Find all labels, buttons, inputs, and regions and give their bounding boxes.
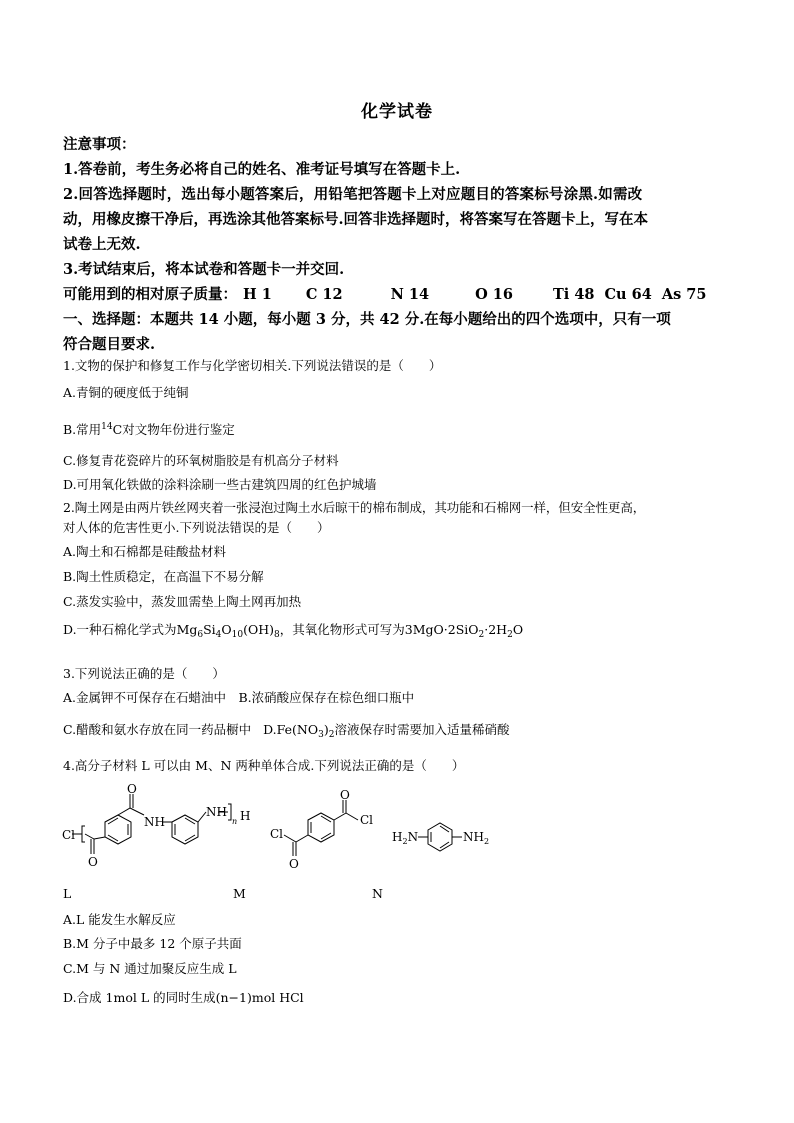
atom-label-o: O — [289, 857, 299, 870]
q1-option-a: A.青铜的硬度低于纯铜 — [63, 385, 189, 400]
question-3 — [63, 664, 733, 745]
question-4 — [63, 756, 733, 776]
q3-option-cd — [63, 720, 733, 745]
notes-heading: 注意事项： — [63, 136, 136, 153]
q3-option-ab: A.金属钾不可保存在石蜡油中 B.浓硝酸应保存在棕色细口瓶中 — [63, 690, 415, 705]
formula-iron-nitrate: $Fe(NO_3)_2$ — [276, 722, 335, 740]
structure-n — [390, 814, 500, 864]
formula-hcl-amount: (n−1)mol HCl — [215, 990, 304, 1005]
mass-item: H 1 — [243, 286, 272, 303]
q2-option-a: A.陶土和石棉都是硅酸盐材料 — [63, 544, 227, 559]
q4-option-d — [63, 988, 733, 1008]
q3-option-d-text: 溶液保存时需要加入适量稀硝酸 — [334, 722, 510, 737]
atom-label-o: O — [127, 784, 137, 796]
structure-label-l: L — [63, 886, 72, 901]
structure-label-m: M — [233, 886, 246, 901]
structure-l — [60, 784, 270, 884]
q1-option-b-text: B.常用 — [63, 422, 102, 437]
structure-m — [268, 790, 398, 870]
q1-option-b — [63, 417, 733, 440]
q3-stem: 3.下列说法正确的是（ ） — [63, 666, 225, 681]
exam-notes — [63, 132, 733, 357]
q3-option-d-text: D. — [263, 722, 277, 737]
notes-item: 动，用橡皮擦干净后，再选涂其他答案标号.回答非选择题时，将答案写在答题卡上，写在本 — [63, 211, 649, 228]
q1-stem: 1.文物的保护和修复工作与化学密切相关.下列说法错误的是（ ） — [63, 358, 442, 373]
repeat-index-n: n — [232, 817, 238, 826]
mass-item: As 75 — [661, 286, 707, 303]
masses-label: 可能用到的相对原子质量： — [63, 286, 237, 303]
q1-option-c: C.修复青花瓷碎片的环氧树脂胶是有机高分子材料 — [63, 453, 339, 468]
q4-option-c: C.M 与 N 通过加聚反应生成 L — [63, 961, 237, 976]
atom-label-nh: NH — [144, 815, 165, 829]
q1-option-b-text: C对文物年份进行鉴定 — [112, 422, 235, 437]
page-title: 化学试卷 — [361, 102, 433, 122]
section-heading-cont: 符合题目要求. — [63, 336, 156, 353]
notes-item: 1.答卷前，考生务必将自己的姓名、准考证号填写在答题卡上. — [63, 161, 461, 178]
q4-option-d-text: D.合成 1mol L 的同时生成 — [63, 990, 216, 1005]
formula-asbestos: $Mg_6Si_4O_{10}(OH)_8$ — [176, 622, 280, 640]
isotope-mass-number: 14 — [101, 422, 113, 432]
notes-item: 2.回答选择题时，选出每小题答案后，用铅笔把答题卡上对应题目的答案标号涂黑.如需改 — [63, 186, 643, 203]
atom-label-o: O — [340, 790, 350, 802]
q2-stem-cont: 对人体的危害性更小.下列说法错误的是（ ） — [63, 520, 330, 535]
atom-label-h: H — [240, 809, 251, 823]
question-4-options — [63, 910, 733, 1008]
mass-item: N 14 — [390, 286, 430, 303]
section-heading: 一、选择题：本题共 14 小题，每小题 3 分，共 42 分.在每小题给出的四个选项中，只有一项 — [63, 311, 671, 328]
notes-item: 试卷上无效. — [63, 236, 141, 253]
mass-item: Cu 64 — [604, 286, 652, 303]
atom-label-nh: NH — [206, 805, 227, 819]
q2-stem: 2.陶土网是由两片铁丝网夹着一张浸泡过陶土水后晾干的棉布制成，其功能和石棉网一样，但安全性更高， — [63, 500, 646, 515]
structure-label-n: N — [372, 886, 383, 901]
q2-option-d-text: ，其氧化物形式可写为 — [279, 622, 405, 637]
question-1 — [63, 356, 733, 495]
q1-option-d: D.可用氧化铁做的涂料涂刷一些古建筑四周的红色护城墙 — [63, 477, 377, 492]
atom-label-cl: Cl — [62, 828, 76, 842]
atom-label-h2n: $H_2N$ — [392, 830, 419, 846]
atom-label-cl: Cl — [270, 827, 284, 841]
q2-option-c: C.蒸发实验中，蒸发皿需垫上陶土网再加热 — [63, 594, 302, 609]
q4-option-b: B.M 分子中最多 12 个原子共面 — [63, 936, 242, 951]
q3-option-c: C.醋酸和氨水存放在同一药品橱中 — [63, 722, 252, 737]
atom-label-o: O — [88, 855, 98, 869]
question-2 — [63, 498, 733, 645]
atomic-masses — [63, 282, 733, 307]
q2-option-d — [63, 620, 733, 645]
mass-item: O 16 — [475, 286, 513, 303]
formula-oxide-form: $3MgO\cdot 2SiO_2\cdot 2H_2O$ — [404, 622, 524, 640]
atom-label-nh2: $NH_2$ — [463, 830, 490, 846]
atom-label-cl: Cl — [360, 813, 374, 827]
notes-item: 3.考试结束后，将本试卷和答题卡一并交回. — [63, 261, 345, 278]
q4-stem: 4.高分子材料 L 可以由 M、N 两种单体合成.下列说法正确的是（ ） — [63, 758, 465, 773]
q4-option-a: A.L 能发生水解反应 — [63, 912, 176, 927]
mass-item: Ti 48 — [552, 286, 595, 303]
q2-option-d-text: D.一种石棉化学式为 — [63, 622, 177, 637]
q2-option-b: B.陶土性质稳定，在高温下不易分解 — [63, 569, 264, 584]
mass-item: C 12 — [305, 286, 343, 303]
